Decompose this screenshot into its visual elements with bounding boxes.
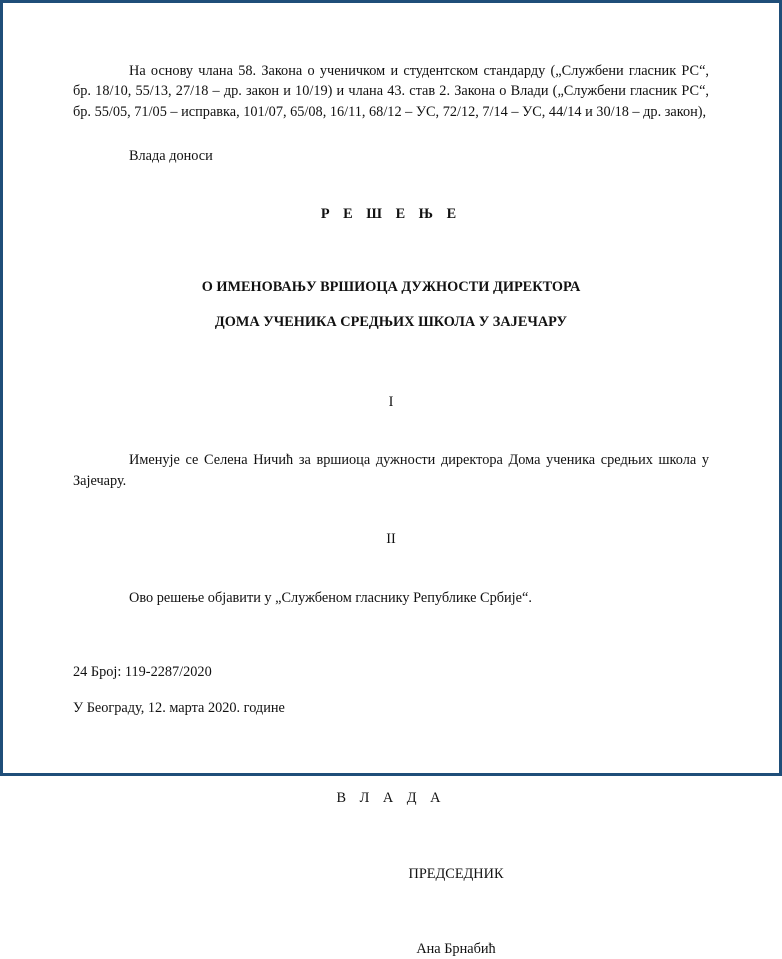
subject-heading-line-1: О ИМЕНОВАЊУ ВРШИОЦА ДУЖНОСТИ ДИРЕКТОРА [201,279,581,296]
spacer [73,239,709,263]
spacer [73,564,709,588]
section-2-numeral: II [386,531,396,548]
section-1-text: Именује се Селена Ничић за вршиоца дужности директора Дома ученика средњих школа у Зајечару. [73,452,709,489]
spacer [73,734,709,774]
enacting-clause: Влада доноси [129,147,213,164]
spacer [73,491,709,515]
spacer [73,426,709,450]
spacer [73,122,709,146]
spacer [73,347,709,377]
section-1-numeral: I [388,393,394,410]
place-and-date: У Београду, 12. марта 2020. године [73,700,285,717]
issuer-line: В Л А Д А [336,790,446,807]
subject-heading-line-2: ДОМА УЧЕНИКА СРЕДЊИХ ШКОЛА У ЗАЈЕЧАРУ [214,314,568,331]
spacer [73,608,709,648]
section-2-text: Ово решење објавити у „Службеном гласнику Републике Србије“. [129,589,532,606]
signatory-title: ПРЕДСЕДНИК [408,866,504,883]
document-body [3,3,779,957]
reference-number: 24 Број: 119-2287/2020 [73,664,212,681]
signatory-name: Ана Брнабић [416,940,496,957]
act-type-heading: Р Е Ш Е Њ Е [320,206,462,223]
legal-basis-paragraph: На основу члана 58. Закона о ученичком и студентском стандарду („Службени гласник РС“, бр. 18/10, 55/13, 27/18 – др. закон и 10/19) и члана 43. став 2. Закона о Влади („Службени гласник РС“, бр. 55/05, 71/05 – исправка, 101/07, 65/08, 16/11, 68/12 – УС, 72/12, 7/14 – УС, 44/14 и 30/18 – др. закон), [73,63,709,120]
spacer [73,166,709,190]
